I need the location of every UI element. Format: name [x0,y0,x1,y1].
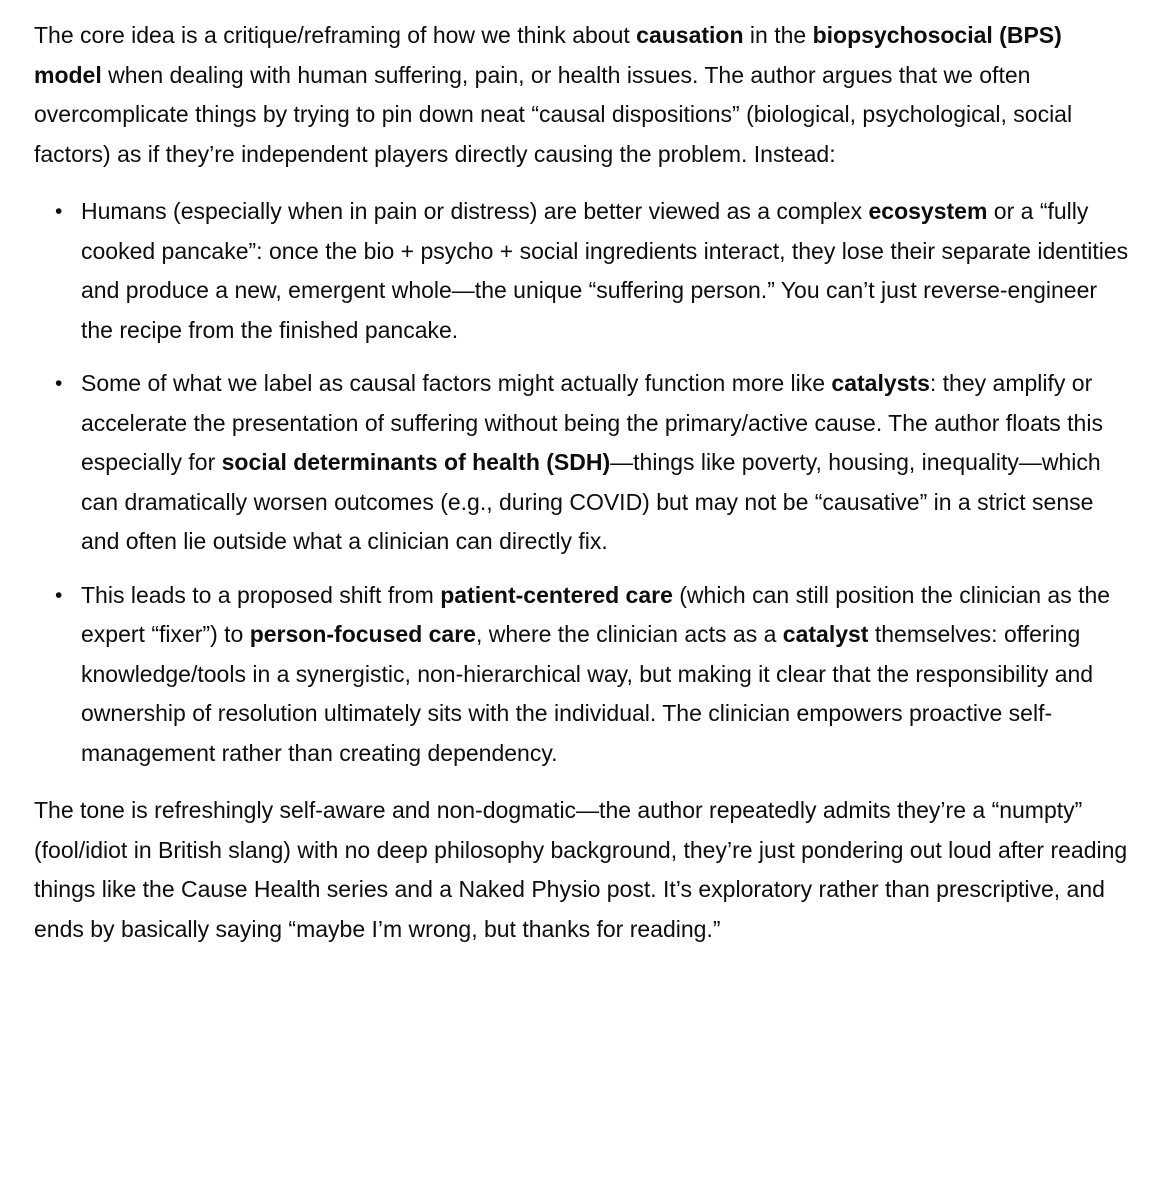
list-item-text: This leads to a proposed shift from patient-centered care (which can still position the clinician as the expert “fixer”) to person-focused care, where the clinician acts as a catalyst themselves: offering knowledge/tools in a synergistic, non-hierarchical way, but making it clear that the responsibility and ownership of resolution ultimately sits with the individual. The clinician empowers proactive self-management rather than creating dependency. [81,581,1111,766]
list-item-person-focused-care [34,576,1135,774]
list-item-catalysts [34,364,1135,562]
bullet-icon: • [55,372,63,395]
bullet-icon: • [55,200,63,223]
closing-paragraph: The tone is refreshingly self-aware and non-dogmatic—the author repeatedly admits they’re a “numpty” (fool/idiot in British slang) with no deep philosophy background, they’re just pondering out loud after reading things like the Cause Health series and a Naked Physio post. It’s exploratory rather than prescriptive, and ends by basically saying “maybe I’m wrong, but thanks for reading.” [34,797,1128,942]
bullet-list [34,192,1135,773]
list-item-ecosystem [34,192,1135,350]
intro-paragraph: The core idea is a critique/reframing of how we think about causation in the biopsychosocial (BPS) model when dealing with human suffering, pain, or health issues. The author argues that we often overcomplicate things by trying to pin down neat “causal dispositions” (biological, psychological, social factors) as if they’re independent players directly causing the problem. Instead: [34,22,1073,167]
list-item-text: Humans (especially when in pain or distress) are better viewed as a complex ecosystem or a “fully cooked pancake”: once the bio + psycho + social ingredients interact, they lose their separate identities and produce a new, emergent whole—the unique “suffering person.” You can’t just reverse-engineer the recipe from the finished pancake. [81,198,1129,343]
bullet-icon: • [55,583,63,607]
list-item-text: Some of what we label as causal factors might actually function more like catalysts: they amplify or accelerate the presentation of suffering without being the primary/active cause. The author floats this especially for social determinants of health (SDH)—things like poverty, housing, inequality—which can dramatically worsen outcomes (e.g., during COVID) but may not be “causative” in a strict sense and often lie outside what a clinician can directly fix. [81,370,1103,554]
